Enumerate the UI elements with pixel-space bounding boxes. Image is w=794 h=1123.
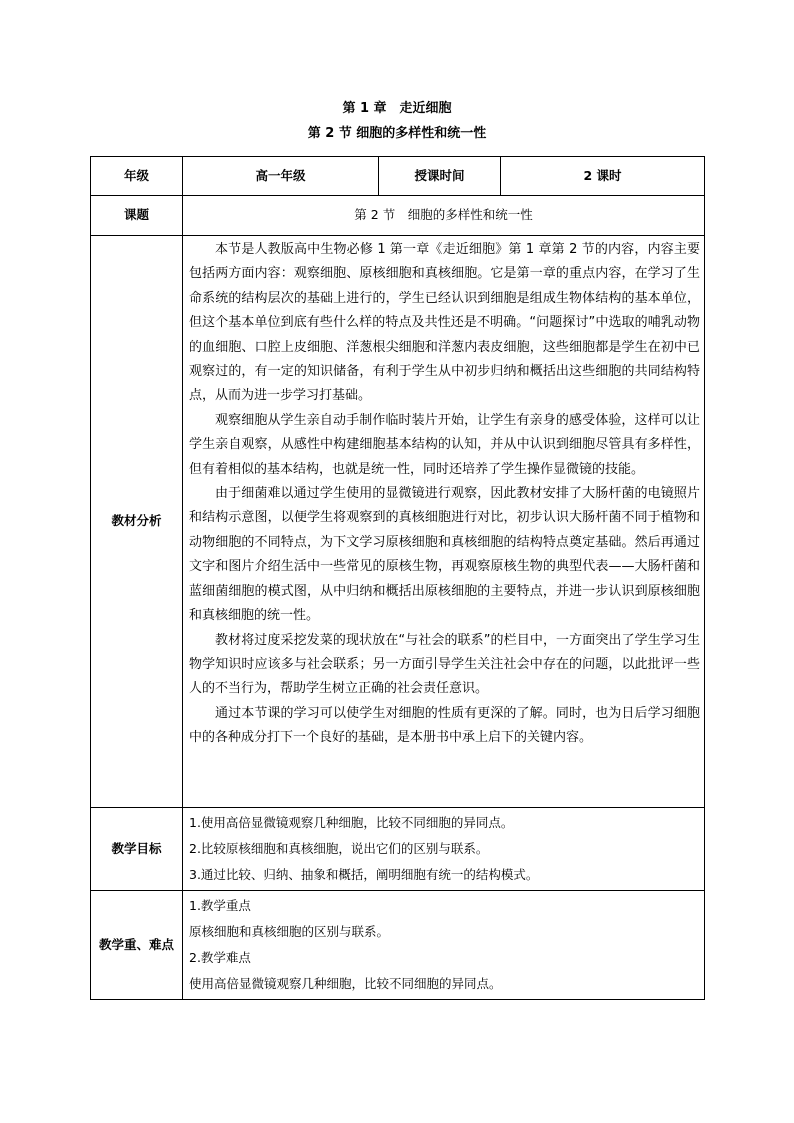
grade-row (91, 157, 705, 196)
grade-label: 年级 (91, 157, 183, 196)
section-title: 第 2 节 细胞的多样性和统一性 (307, 126, 487, 141)
objectives-label: 教学目标 (91, 808, 183, 891)
grade-value: 高一年级 (183, 157, 379, 196)
analysis-row (91, 236, 705, 808)
objective-item: 2.比较原核细胞和真核细胞，说出它们的区别与联系。 (189, 841, 489, 856)
objectives-content (183, 808, 705, 891)
key-point-line: 使用高倍显微镜观察几种细胞，比较不同细胞的异同点。 (189, 976, 502, 991)
key-point-line: 原核细胞和真核细胞的区别与联系。 (189, 924, 390, 939)
analysis-paragraph: 通过本节课的学习可以使学生对细胞的性质有更深的了解。同时，也为日后学习细胞中的各种成分打下一个良好的基础，是本册书中承上启下的关键内容。 (189, 705, 700, 746)
chapter-title: 第 1 章 走近细胞 (342, 101, 452, 116)
objective-item: 3.通过比较、归纳、抽象和概括，阐明细胞有统一的结构模式。 (189, 867, 539, 882)
key-points-content (183, 891, 705, 1000)
objectives-row (91, 808, 705, 891)
time-value: 2 课时 (501, 157, 705, 196)
key-point-line: 1.教学重点 (189, 898, 251, 913)
topic-label: 课题 (91, 196, 183, 236)
lesson-plan-table (90, 156, 705, 1000)
analysis-paragraph: 观察细胞从学生亲自动手制作临时装片开始，让学生有亲身的感受体验，这样可以让学生亲自观察，从感性中构建细胞基本结构的认知，并从中认识到细胞尽管具有多样性，但有着相似的基本结构，也就是统一性，同时还培养了学生操作显微镜的技能。 (189, 412, 700, 477)
analysis-paragraph: 教材将过度采挖发菜的现状放在“与社会的联系”的栏目中，一方面突出了学生学习生物学知识时应该多与社会联系；另一方面引导学生关注社会中存在的问题，以此批评一些人的不当行为，帮助学生树立正确的社会责任意识。 (189, 632, 700, 697)
analysis-paragraph: 由于细菌难以通过学生使用的显微镜进行观察，因此教材安排了大肠杆菌的电镜照片和结构示意图，以便学生将观察到的真核细胞进行对比，初步认识大肠杆菌不同于植物和动物细胞的不同特点，为下文学习原核细胞和真核细胞的结构特点奠定基础。然后再通过文字和图片介绍生活中一些常见的原核生物，再观察原核生物的典型代表——大肠杆菌和蓝细菌细胞的模式图，从中归纳和概括出原核细胞的主要特点，并进一步认识到原核细胞和真核细胞的统一性。 (189, 486, 700, 624)
topic-value: 第 2 节 细胞的多样性和统一性 (183, 196, 705, 236)
objective-item: 1.使用高倍显微镜观察几种细胞，比较不同细胞的异同点。 (189, 815, 514, 830)
key-points-row (91, 891, 705, 1000)
analysis-paragraph: 本节是人教版高中生物必修 1 第一章《走近细胞》第 1 章第 2 节的内容，内容主要包括两方面内容：观察细胞、原核细胞和真核细胞。它是第一章的重点内容，在学习了生命系统的结构层次的基础上进行的，学生已经认识到细胞是组成生物体结构的基本单位，但这个基本单位到底有些什么样的特点及共性还是不明确。“问题探讨”中选取的哺乳动物的血细胞、口腔上皮细胞、洋葱根尖细胞和洋葱内表皮细胞，这些细胞都是学生在初中已观察过的，有一定的知识储备，有利于学生从中初步归纳和概括出这些细胞的共同结构特点，从而为进一步学习打基础。 (189, 242, 700, 404)
analysis-content (183, 236, 705, 808)
analysis-label: 教材分析 (91, 236, 183, 808)
key-points-label: 教学重、难点 (91, 891, 183, 1000)
time-label: 授课时间 (379, 157, 501, 196)
key-point-line: 2.教学难点 (189, 950, 251, 965)
topic-row (91, 196, 705, 236)
